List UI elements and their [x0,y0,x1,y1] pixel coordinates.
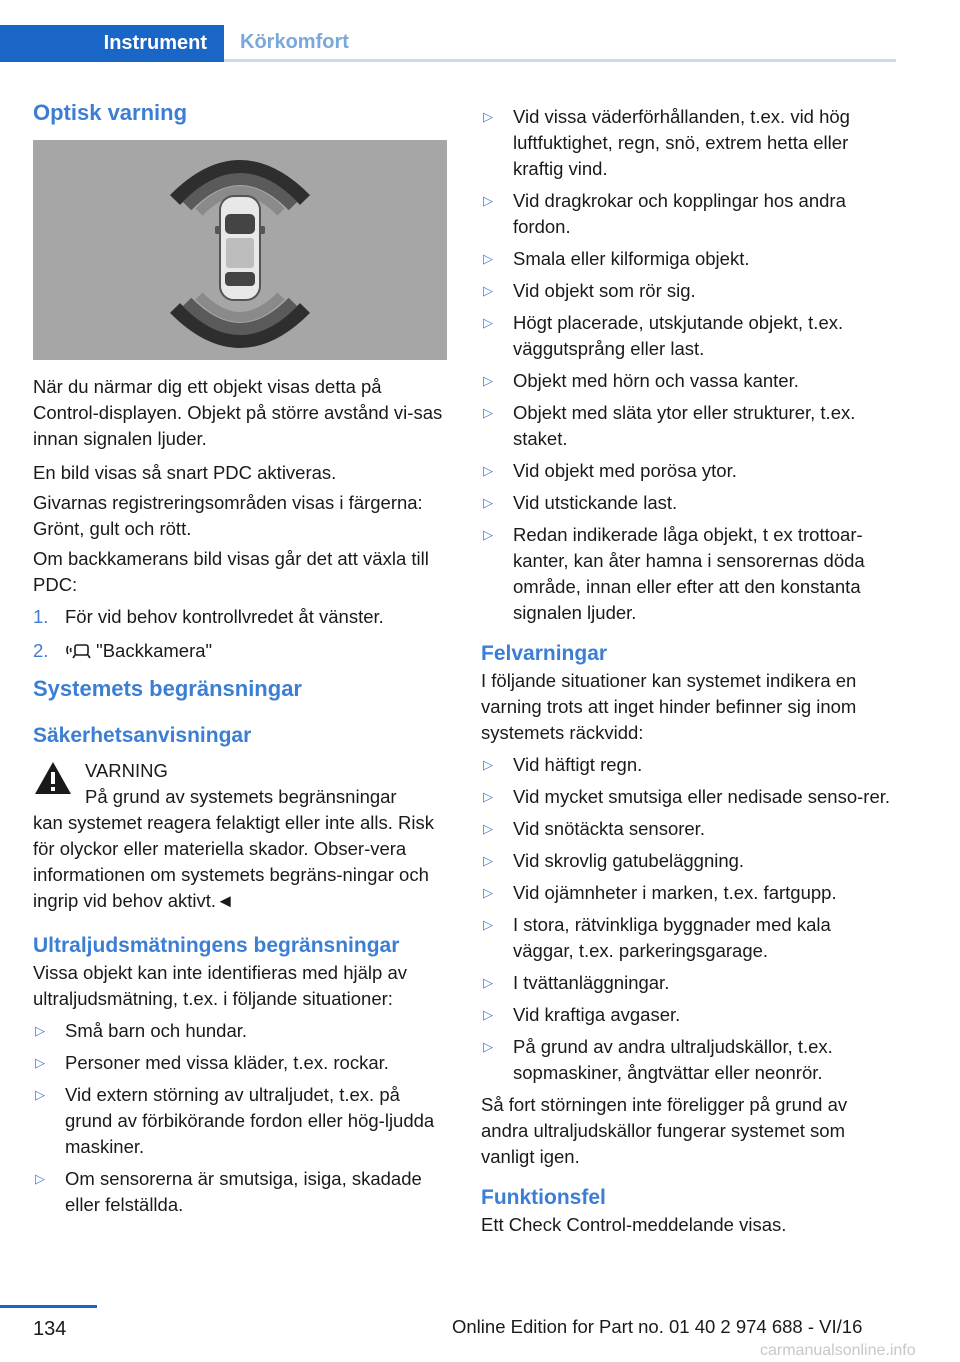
edition-text: Online Edition for Part no. 01 40 2 974 688 - VI/16 [452,1316,863,1337]
list-item [481,816,895,842]
list-item [33,1050,447,1076]
watermark: carmanualsonline.info [760,1342,916,1359]
bullet-triangle-icon: ▷ [483,251,493,266]
warning-box [33,758,447,914]
list-item [33,1018,447,1044]
bullet-triangle-icon: ▷ [483,109,493,124]
warning-text-first: På grund av systemets begränsningar [85,786,397,807]
bullet-triangle-icon: ▷ [483,495,493,510]
tab-korkomfort[interactable]: Körkomfort [240,30,349,53]
list-item [481,278,895,304]
bullet-triangle-icon: ▷ [483,853,493,868]
bullet-triangle-icon: ▷ [483,373,493,388]
list-item [33,638,447,664]
list-item-text: Vid häftigt regn. [513,754,643,775]
text-p1: När du närmar dig ett objekt visas detta på Control-displayen. Objekt på större avstånd vi-sas innan signalen ljuder. [33,376,443,449]
list-item-text: Redan indikerade låga objekt, t ex trottoar-kanter, kan åter hamna i sensorernas döda område, innan eller efter att den konstanta signalen ljuder. [513,524,865,623]
list-item [481,458,895,484]
bullet-triangle-icon: ▷ [35,1087,45,1102]
step-text: "Backkamera" [96,640,213,661]
step-number: 1. [33,606,49,627]
bullet-triangle-icon: ▷ [483,757,493,772]
list-item-text: Vid mycket smutsiga eller nedisade senso-rer. [513,786,891,807]
tab-instrument[interactable]: Instrument [0,25,224,62]
list-item [33,1166,447,1218]
text-funktionsfel: Ett Check Control-meddelande visas. [481,1214,787,1235]
bullet-triangle-icon: ▷ [483,917,493,932]
bullet-triangle-icon: ▷ [483,885,493,900]
list-item [481,310,895,362]
list-item [481,752,895,778]
list-item [481,490,895,516]
list-item [481,522,895,626]
heading-systemets-begransningar: Systemets begränsningar [33,676,302,701]
bullet-triangle-icon: ▷ [483,193,493,208]
list-item-text: Vid objekt med porösa ytor. [513,460,737,481]
bullet-triangle-icon: ▷ [35,1023,45,1038]
list-item [481,880,895,906]
list-item-text: Objekt med släta ytor eller strukturer, t.ex. staket. [513,402,856,449]
step-number: 2. [33,640,49,661]
list-item-text: Om sensorerna är smutsiga, isiga, skadade eller felställda. [65,1168,422,1215]
bullet-triangle-icon: ▷ [483,789,493,804]
list-item-text: I tvättanläggningar. [513,972,670,993]
text-sa-fort: Så fort störningen inte föreligger på grund av andra ultraljudskällor fungerar systemet som vanligt igen. [481,1094,848,1167]
list-item [481,784,895,810]
page-number: 134 [33,1318,67,1340]
list-item-text: Smala eller kilformiga objekt. [513,248,750,269]
list-item [481,912,895,964]
heading-sakerhetsanvisningar: Säkerhetsanvisningar [33,724,252,747]
ultraljud-list [33,1018,447,1218]
pdc-switch-icon [65,640,91,658]
bullet-triangle-icon: ▷ [483,975,493,990]
step-text: För vid behov kontrollvredet åt vänster. [65,606,384,627]
header-tabbar [0,25,896,62]
heading-optisk-varning: Optisk varning [33,100,188,125]
list-item-text: Personer med vissa kläder, t.ex. rockar. [65,1052,389,1073]
bullet-triangle-icon: ▷ [483,463,493,478]
list-item [481,848,895,874]
steps-list [33,604,447,664]
warning-text: kan systemet reagera felaktigt eller inte alls. Risk för olyckor eller materiella skador. Obser-vera informationen om systemets begräns-ningar och ingrip vid behov aktivt.◄ [33,812,435,911]
warning-title: VARNING [85,760,168,781]
list-item [481,246,895,272]
heading-felvarningar: Felvarningar [481,642,608,665]
list-item-text: I stora, rätvinkliga byggnader med kala väggar, t.ex. parkeringsgarage. [513,914,831,961]
heading-ultraljud: Ultraljudsmätningens begränsningar [33,934,400,957]
list-item [481,400,895,452]
footer-divider [0,1305,97,1308]
left-column [33,98,447,1224]
list-item-text: På grund av andra ultraljudskällor, t.ex. sopmaskiner, ångtvättar eller neonrör. [513,1036,833,1083]
list-item-text: Vid dragkrokar och kopplingar hos andra fordon. [513,190,846,237]
limitation-list [481,104,895,626]
bullet-triangle-icon: ▷ [483,527,493,542]
list-item-text: Små barn och hundar. [65,1020,248,1041]
felvarning-list [481,752,895,1086]
list-item-text: Vid utstickande last. [513,492,678,513]
text-p3: Givarnas registreringsområden visas i färgerna: Grönt, gult och rött. [33,492,423,539]
list-item-text: Objekt med hörn och vassa kanter. [513,370,799,391]
bullet-triangle-icon: ▷ [483,821,493,836]
list-item-text: Högt placerade, utskjutande objekt, t.ex. väggutsprång eller last. [513,312,844,359]
text-felvarningar: I följande situationer kan systemet indikera en varning trots att inget hinder befinner sig inom systemets räckvidd: [481,670,857,743]
list-item [481,1002,895,1028]
bullet-triangle-icon: ▷ [35,1171,45,1186]
text-p2: En bild visas så snart PDC aktiveras. [33,462,337,483]
list-item-text: Vid ojämnheter i marken, t.ex. fartgupp. [513,882,837,903]
bullet-triangle-icon: ▷ [483,283,493,298]
list-item [481,188,895,240]
right-column [481,104,895,1238]
list-item [481,970,895,996]
list-item [33,1082,447,1160]
list-item-text: Vid kraftiga avgaser. [513,1004,681,1025]
list-item-text: Vid objekt som rör sig. [513,280,696,301]
bullet-triangle-icon: ▷ [483,1007,493,1022]
list-item [481,1034,895,1086]
list-item-text: Vid snötäckta sensorer. [513,818,705,839]
pdc-car-image [33,140,447,360]
pdc-illustration [33,140,447,360]
heading-funktionsfel: Funktionsfel [481,1186,606,1209]
list-item [481,368,895,394]
list-item [33,604,447,630]
list-item-text: Vid vissa väderförhållanden, t.ex. vid hög luftfuktighet, regn, snö, extrem hetta eller kraftig vind. [513,106,850,179]
list-item-text: Vid skrovlig gatubeläggning. [513,850,745,871]
bullet-triangle-icon: ▷ [35,1055,45,1070]
list-item [481,104,895,182]
list-item-text: Vid extern störning av ultraljudet, t.ex. på grund av förbikörande fordon eller hög-ljudda maskiner. [65,1084,435,1157]
bullet-triangle-icon: ▷ [483,315,493,330]
text-p4: Om backkamerans bild visas går det att växla till PDC: [33,548,429,595]
text-ultraljud: Vissa objekt kan inte identifieras med hjälp av ultraljudsmätning, t.ex. i följande situationer: [33,962,407,1009]
bullet-triangle-icon: ▷ [483,405,493,420]
bullet-triangle-icon: ▷ [483,1039,493,1054]
warning-triangle-icon [33,760,73,796]
